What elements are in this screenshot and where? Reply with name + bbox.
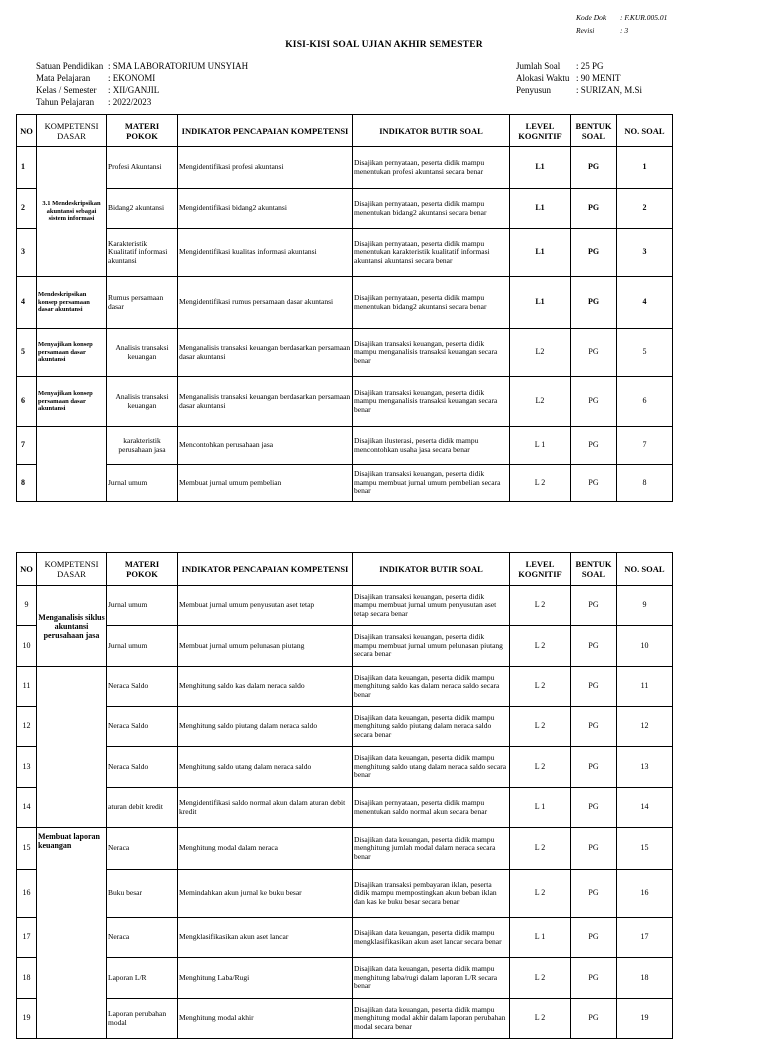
materi-cell: Neraca Saldo [107, 747, 178, 788]
header-kompetensi-dasar: KOMPETENSI DASAR [37, 553, 107, 586]
materi-cell: Laporan L/R [107, 958, 178, 999]
row-no: 14 [17, 788, 37, 828]
butir-cell: Disajikan transaksi pembayaran iklan, peserta didik mampu mempostingkan akun beban iklan dan kas ke buku besar secara benar [353, 870, 510, 918]
kompetensi-dasar-cell [37, 667, 107, 828]
info-label: Satuan Pendidikan [36, 61, 104, 71]
butir-cell: Disajikan pernyataan, peserta didik mampu menentukan saldo normal akun secara benar [353, 788, 510, 828]
row-no: 11 [17, 667, 37, 707]
butir-cell: Disajikan pernyataan, peserta didik mampu menentukan profesi akuntansi secara benar [353, 147, 510, 189]
nosoal-cell: 11 [617, 667, 673, 707]
butir-cell: Disajikan data keuangan, peserta didik mampu menghitung saldo kas dalam neraca saldo secara benar [353, 667, 510, 707]
bentuk-cell: PG [571, 626, 617, 667]
header-no: NO [17, 115, 37, 147]
materi-cell: Jurnal umum [107, 626, 178, 667]
row-no: 2 [17, 189, 37, 229]
info-value: : SMA LABORATORIUM UNSYIAH [108, 61, 249, 71]
nosoal-cell: 9 [617, 586, 673, 626]
row-no: 16 [17, 870, 37, 918]
row-no: 9 [17, 586, 37, 626]
table-row [17, 788, 673, 828]
nosoal-cell: 4 [617, 277, 673, 329]
level-cell: L 2 [510, 870, 571, 918]
table-row [17, 707, 673, 747]
ipk-cell: Mengidentifikasi rumus persamaan dasar akuntansi [178, 277, 353, 329]
bentuk-cell: PG [571, 329, 617, 377]
butir-cell: Disajikan pernyataan, peserta didik mampu menentukan karakteristik kualitatif informasi akuntansi akuntansi secara benar [353, 229, 510, 277]
level-cell: L 1 [510, 918, 571, 958]
table-row [17, 958, 673, 999]
materi-cell: Neraca Saldo [107, 707, 178, 747]
header-no-soal: NO. SOAL [617, 553, 673, 586]
level-cell: L 2 [510, 707, 571, 747]
butir-cell: Disajikan transaksi keuangan, peserta didik mampu menganalisis transaksi keuangan secara benar [353, 377, 510, 427]
table-row [17, 427, 673, 465]
bentuk-cell: PG [571, 377, 617, 427]
materi-cell: Neraca [107, 828, 178, 870]
row-no: 18 [17, 958, 37, 999]
ipk-cell: Mengidentifikasi profesi akuntansi [178, 147, 353, 189]
ipk-cell: Menghitung saldo kas dalam neraca saldo [178, 667, 353, 707]
document-meta [576, 11, 667, 37]
table-row [17, 377, 673, 427]
butir-cell: Disajikan data keuangan, peserta didik mampu menghitung jumlah modal dalam neraca secara benar [353, 828, 510, 870]
kompetensi-dasar-cell: 3.1 Mendeskripsikan akuntansi sebagai sistem informasi [37, 147, 107, 277]
level-cell: L 2 [510, 465, 571, 502]
materi-cell: Laporan perubahan modal [107, 999, 178, 1039]
butir-cell: Disajikan transaksi keuangan, peserta didik mampu membuat jurnal umum pelunasan piutang secara benar [353, 626, 510, 667]
row-no: 5 [17, 329, 37, 377]
bentuk-cell: PG [571, 147, 617, 189]
materi-cell: karakteristik perusahaan jasa [107, 427, 178, 465]
butir-cell: Disajikan data keuangan, peserta didik mampu menghitung saldo piutang dalam neraca saldo secara benar [353, 707, 510, 747]
row-no: 1 [17, 147, 37, 189]
ipk-cell: Mengidentifikasi saldo normal akun dalam aturan debit kredit [178, 788, 353, 828]
kode-dok-value: : F.KUR.005.01 [620, 13, 668, 22]
row-no: 10 [17, 626, 37, 667]
materi-cell: Karakteristik Kualitatif informasi akuntansi [107, 229, 178, 277]
materi-cell: Rumus persamaan dasar [107, 277, 178, 329]
level-cell: L 2 [510, 999, 571, 1039]
header-indikator-butir: INDIKATOR BUTIR SOAL [353, 115, 510, 147]
page-title: KISI-KISI SOAL UJIAN AKHIR SEMESTER [285, 40, 483, 50]
table-row [17, 147, 673, 189]
header-bentuk-soal: BENTUK SOAL [571, 553, 617, 586]
level-cell: L1 [510, 189, 571, 229]
ipk-cell: Membuat jurnal umum penyusutan aset tetap [178, 586, 353, 626]
butir-cell: Disajikan pernyataan, peserta didik mampu menentukan bidang2 akuntansi secara benar [353, 277, 510, 329]
bentuk-cell: PG [571, 788, 617, 828]
header-no-soal: NO. SOAL [617, 115, 673, 147]
table-row [17, 229, 673, 277]
bentuk-cell: PG [571, 707, 617, 747]
bentuk-cell: PG [571, 229, 617, 277]
row-no: 15 [17, 828, 37, 870]
table-row [17, 747, 673, 788]
table-header-row [17, 553, 673, 586]
table-row [17, 918, 673, 958]
info-value: : 90 MENIT [576, 73, 621, 83]
row-no: 19 [17, 999, 37, 1039]
row-no: 17 [17, 918, 37, 958]
info-value: : 2022/2023 [108, 97, 152, 107]
butir-cell: Disajikan data keuangan, peserta didik mampu menghitung modal akhir dalam laporan perubahan modal secara benar [353, 999, 510, 1039]
ipk-cell: Menghitung Laba/Rugi [178, 958, 353, 999]
ipk-cell: Membuat jurnal umum pembelian [178, 465, 353, 502]
level-cell: L 2 [510, 667, 571, 707]
butir-cell: Disajikan pernyataan, peserta didik mampu menentukan bidang2 akuntansi secara benar [353, 189, 510, 229]
nosoal-cell: 13 [617, 747, 673, 788]
info-label: Penyusun [516, 85, 552, 95]
bentuk-cell: PG [571, 667, 617, 707]
materi-cell: Profesi Akuntansi [107, 147, 178, 189]
revisi-value: : 3 [620, 26, 629, 35]
table-row [17, 870, 673, 918]
kisi-kisi-table-2 [16, 552, 673, 1039]
butir-cell: Disajikan data keuangan, peserta didik mampu mengklasifikasikan akun aset lancar secara benar [353, 918, 510, 958]
ipk-cell: Mengidentifikasi bidang2 akuntansi [178, 189, 353, 229]
kompetensi-dasar-cell: Membuat laporan keuangan [37, 828, 107, 1039]
ipk-cell: Menghitung saldo utang dalam neraca saldo [178, 747, 353, 788]
info-right [516, 60, 642, 96]
table-row [17, 277, 673, 329]
materi-cell: aturan debit kredit [107, 788, 178, 828]
butir-cell: Disajikan transaksi keuangan, peserta didik mampu menganalisis transaksi keuangan secara benar [353, 329, 510, 377]
ipk-cell: Memindahkan akun jurnal ke buku besar [178, 870, 353, 918]
ipk-cell: Menganalisis transaksi keuangan berdasarkan persamaan dasar akuntansi [178, 377, 353, 427]
info-value: : 25 PG [576, 61, 604, 71]
info-label: Tahun Pelajaran [36, 97, 95, 107]
info-label: Kelas / Semester [36, 85, 97, 95]
nosoal-cell: 17 [617, 918, 673, 958]
ipk-cell: Mengklasifikasikan akun aset lancar [178, 918, 353, 958]
materi-cell: Bidang2 akuntansi [107, 189, 178, 229]
table-row [17, 189, 673, 229]
table-row [17, 667, 673, 707]
info-value: : XII/GANJIL [108, 85, 160, 95]
butir-cell: Disajikan ilusterasi, peserta didik mampu mencontohkan usaha jasa secara benar [353, 427, 510, 465]
info-value: : EKONOMI [108, 73, 156, 83]
kompetensi-dasar-cell: Menyajikan konsep persamaan dasar akuntansi [37, 377, 107, 427]
nosoal-cell: 5 [617, 329, 673, 377]
kompetensi-dasar-cell: Menyajikan konsep persamaan dasar akuntansi [37, 329, 107, 377]
butir-cell: Disajikan data keuangan, peserta didik mampu menghitung laba/rugi dalam laporan L/R secara benar [353, 958, 510, 999]
materi-cell: Buku besar [107, 870, 178, 918]
nosoal-cell: 8 [617, 465, 673, 502]
row-no: 6 [17, 377, 37, 427]
table-row [17, 999, 673, 1039]
level-cell: L 1 [510, 788, 571, 828]
nosoal-cell: 19 [617, 999, 673, 1039]
header-indikator-butir: INDIKATOR BUTIR SOAL [353, 553, 510, 586]
bentuk-cell: PG [571, 828, 617, 870]
nosoal-cell: 12 [617, 707, 673, 747]
bentuk-cell: PG [571, 189, 617, 229]
header-kompetensi-dasar: KOMPETENSI DASAR [37, 115, 107, 147]
butir-cell: Disajikan data keuangan, peserta didik mampu menghitung saldo utang dalam neraca saldo secara benar [353, 747, 510, 788]
nosoal-cell: 10 [617, 626, 673, 667]
materi-cell: Analisis transaksi keuangan [107, 329, 178, 377]
kompetensi-dasar-cell: Menganalisis siklus akuntansi perusahaan jasa [37, 586, 107, 667]
level-cell: L 2 [510, 586, 571, 626]
materi-cell: Neraca Saldo [107, 667, 178, 707]
ipk-cell: Menghitung saldo piutang dalam neraca saldo [178, 707, 353, 747]
bentuk-cell: PG [571, 870, 617, 918]
header-bentuk-soal: BENTUK SOAL [571, 115, 617, 147]
header-indikator-pencapaian: INDIKATOR PENCAPAIAN KOMPETENSI [178, 115, 353, 147]
level-cell: L1 [510, 229, 571, 277]
header-level-kognitif: LEVEL KOGNITIF [510, 553, 571, 586]
row-no: 3 [17, 229, 37, 277]
ipk-cell: Membuat jurnal umum pelunasan piutang [178, 626, 353, 667]
materi-cell: Jurnal umum [107, 586, 178, 626]
bentuk-cell: PG [571, 747, 617, 788]
nosoal-cell: 6 [617, 377, 673, 427]
nosoal-cell: 16 [617, 870, 673, 918]
table-row [17, 828, 673, 870]
kode-dok-label: Kode Dok [576, 13, 607, 22]
level-cell: L1 [510, 147, 571, 189]
butir-cell: Disajikan transaksi keuangan, peserta didik mampu membuat jurnal umum penyusutan aset tetap secara benar [353, 586, 510, 626]
materi-cell: Neraca [107, 918, 178, 958]
nosoal-cell: 18 [617, 958, 673, 999]
kisi-kisi-table-1 [16, 114, 673, 502]
ipk-cell: Menghitung modal akhir [178, 999, 353, 1039]
level-cell: L 2 [510, 626, 571, 667]
header-materi-pokok: MATERI POKOK [107, 115, 178, 147]
info-label: Alokasi Waktu [516, 73, 570, 83]
revisi-label: Revisi [576, 26, 595, 35]
nosoal-cell: 7 [617, 427, 673, 465]
nosoal-cell: 2 [617, 189, 673, 229]
level-cell: L1 [510, 277, 571, 329]
nosoal-cell: 1 [617, 147, 673, 189]
kompetensi-dasar-cell [37, 427, 107, 502]
header-level-kognitif: LEVEL KOGNITIF [510, 115, 571, 147]
header-indikator-pencapaian: INDIKATOR PENCAPAIAN KOMPETENSI [178, 553, 353, 586]
materi-cell: Analisis transaksi keuangan [107, 377, 178, 427]
info-label: Jumlah Soal [516, 61, 561, 71]
level-cell: L 2 [510, 958, 571, 999]
ipk-cell: Mencontohkan perusahaan jasa [178, 427, 353, 465]
table-row [17, 586, 673, 626]
table-row [17, 465, 673, 502]
ipk-cell: Menghitung modal dalam neraca [178, 828, 353, 870]
bentuk-cell: PG [571, 586, 617, 626]
ipk-cell: Mengidentifikasi kualitas informasi akuntansi [178, 229, 353, 277]
header-materi-pokok: MATERI POKOK [107, 553, 178, 586]
level-cell: L 1 [510, 427, 571, 465]
nosoal-cell: 14 [617, 788, 673, 828]
kompetensi-dasar-cell: Mendeskripsikan konsep persamaan dasar akuntansi [37, 277, 107, 329]
bentuk-cell: PG [571, 918, 617, 958]
header-no: NO [17, 553, 37, 586]
nosoal-cell: 3 [617, 229, 673, 277]
bentuk-cell: PG [571, 277, 617, 329]
row-no: 4 [17, 277, 37, 329]
row-no: 8 [17, 465, 37, 502]
level-cell: L2 [510, 329, 571, 377]
info-left [36, 60, 248, 108]
row-no: 7 [17, 427, 37, 465]
ipk-cell: Menganalisis transaksi keuangan berdasarkan persamaan dasar akuntansi [178, 329, 353, 377]
bentuk-cell: PG [571, 427, 617, 465]
nosoal-cell: 15 [617, 828, 673, 870]
materi-cell: Jurnal umum [107, 465, 178, 502]
level-cell: L 2 [510, 747, 571, 788]
bentuk-cell: PG [571, 958, 617, 999]
table-row [17, 329, 673, 377]
bentuk-cell: PG [571, 999, 617, 1039]
butir-cell: Disajikan transaksi keuangan, peserta didik mampu membuat jurnal umum pembelian secara benar [353, 465, 510, 502]
level-cell: L 2 [510, 828, 571, 870]
info-label: Mata Pelajaran [36, 73, 91, 83]
table-row [17, 626, 673, 667]
info-value: : SURIZAN, M.Si [576, 85, 643, 95]
bentuk-cell: PG [571, 465, 617, 502]
row-no: 12 [17, 707, 37, 747]
level-cell: L2 [510, 377, 571, 427]
row-no: 13 [17, 747, 37, 788]
table-header-row [17, 115, 673, 147]
